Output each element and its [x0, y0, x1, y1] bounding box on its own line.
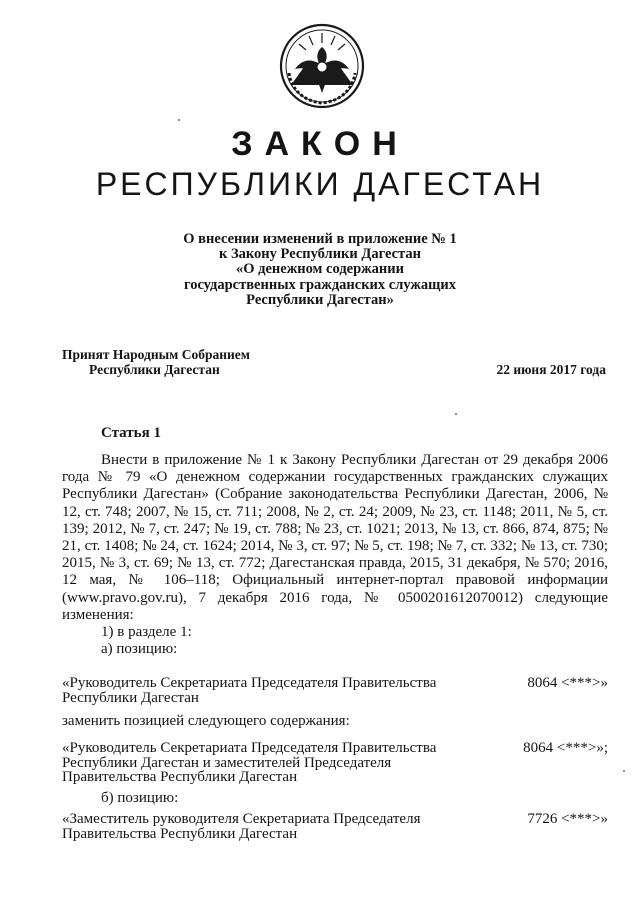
position-value: 7726 <***>» — [527, 811, 608, 827]
subject-line: к Закону Республики Дагестан — [219, 246, 421, 263]
subject-line: О внесении изменений в приложение № 1 — [183, 231, 457, 247]
position-text: «Руководитель Секретариата Председателя Правительства Республики Дагестан и заместителей Председателя Правительства Республики Дагестан — [62, 740, 437, 785]
scan-speck — [178, 119, 180, 121]
position-row — [62, 741, 608, 785]
list-item: б) позицию: — [101, 790, 179, 806]
subject-line: «О денежном содержании — [236, 261, 404, 278]
article-body — [62, 452, 608, 658]
adoption-line: Принят Народным Собранием — [62, 347, 250, 362]
position-row — [62, 676, 608, 705]
position-text: «Заместитель руководителя Секретариата Председателя Правительства Республики Дагестан — [62, 811, 421, 842]
document-subtitle: РЕСПУБЛИКИ ДАГЕСТАН — [95, 166, 545, 202]
replace-instruction: заменить позицией следующего содержания: — [62, 713, 350, 729]
adoption-body — [62, 347, 250, 377]
document-title: ЗАКОН — [231, 125, 409, 163]
position-value: 8064 <***>» — [527, 675, 608, 691]
article-paragraph: Внести в приложение № 1 к Закону Республики Дагестан от 29 декабря 2006 года № 79 «О денежном содержании государственных гражданских служащих Республики Дагестан» (Собрание законодательства Республики Дагестан, 2006, № 12, ст. 748; 2007, № 15, ст. 711; 2008, № 2, ст. 24; 2009, № 23, ст. 1148; 2011, № 5, ст. 139; 2012, № 7, ст. 247; № 19, ст. 788; № 23, ст. 1021; 2013, № 13, ст. 866, 874, 875; № 21, ст. 1408; № 24, ст. 1624; 2014, № 3, ст. 97; № 5, ст. 198; № 7, ст. 332; № 13, ст. 730; 2015, № 3, ст. 69; № 13, ст. 772; Дагестанская правда, 2015, 31 декабря, № 570; 2016, 12 мая, № 106–118; Официальный интернет-портал правовой информации (www.pravo.gov.ru), 7 декабря 2016 года, № 0500201612070012) следующие изменения: — [62, 452, 608, 623]
subject-line: государственных гражданских служащих — [183, 276, 457, 293]
adoption-date: 22 июня 2017 года — [496, 362, 606, 377]
position-value: 8064 <***>»; — [523, 740, 608, 756]
list-item: 1) в разделе 1: — [101, 624, 192, 641]
article-heading: Статья 1 — [101, 425, 161, 441]
position-text: «Руководитель Секретариата Председателя Правительства Республики Дагестан — [62, 675, 437, 706]
coat-of-arms-dagestan-icon — [279, 23, 365, 109]
scan-speck — [455, 413, 457, 415]
list-item: а) позицию: — [101, 641, 178, 658]
law-subject — [150, 232, 490, 308]
position-row — [62, 812, 608, 841]
scan-speck — [623, 770, 625, 772]
adoption-line: Республики Дагестан — [89, 362, 220, 377]
subject-line: Республики Дагестан» — [246, 291, 394, 308]
